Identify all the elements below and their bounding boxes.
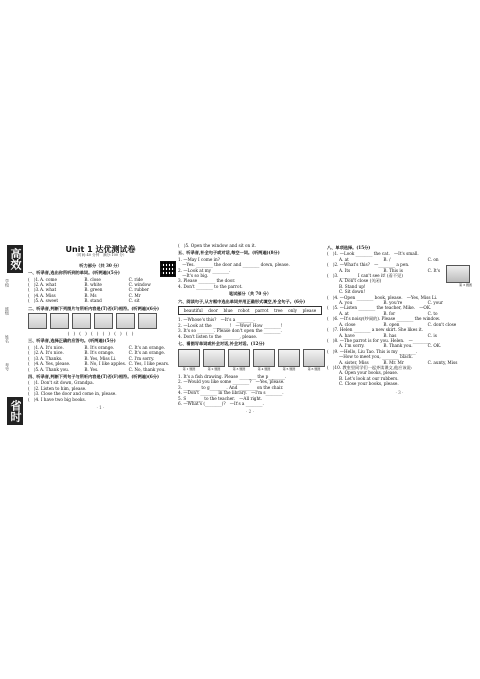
listening-picture [28, 313, 47, 329]
question-stem: ( )4. —Open ________ book, please. —Yes, Miss Li. [327, 294, 438, 300]
question-picture [253, 349, 275, 367]
picture-caption: 第 3 题图 [232, 366, 246, 371]
picture-caption: 第 2 题图 [207, 366, 221, 371]
option-row: A. you B. you're C. your [339, 300, 443, 306]
picture-caption: 第 3 题图 [459, 283, 472, 288]
section-1-head: 一、听录音,选出你所听到的单词。(听两遍)(5分) [28, 270, 120, 276]
listening-picture [138, 313, 157, 329]
question-picture [203, 349, 225, 367]
question-item: 1. It's a fish drawing. Please ________ the p________. [178, 373, 287, 379]
picture-row [28, 313, 173, 329]
listening-picture [116, 313, 135, 329]
option-line: A. Open your books, please. [339, 370, 399, 376]
listening-picture [50, 313, 69, 329]
option-row: A. sister, Miss B. Mr. Mr C. aunty, Miss [339, 359, 458, 365]
question-stem: ( )8. —The parrot is for you. Helen. —________ [327, 337, 430, 343]
question-row: ( )3. A. Thanks. B. Yes, Miss Li. C. I'm sorry. [28, 355, 155, 361]
question-item: 5. S________ to the teacher. —All right. [178, 395, 263, 401]
question-item: 6. —What's (________)? —It's a ________. [178, 400, 264, 406]
page-3 [327, 243, 472, 395]
side-label-school: 学校 [5, 279, 10, 287]
section-2-head: 二、听录音,判断下列图片与所听内容是(T)否(F)相符。(听两遍)(6分) [28, 305, 160, 311]
question-picture [303, 349, 325, 367]
side-label-number: 考号 [5, 363, 10, 371]
picture-caption: 第 1 题图 [182, 366, 196, 371]
question-picture [228, 349, 250, 367]
question-picture [446, 265, 470, 283]
question-row: ( )2. A. It's nice. B. It's orange. C. It's an orange. [28, 350, 166, 356]
picture-caption: 第 5 题图 [282, 366, 296, 371]
question-stem: ( )7. Helen ________ a new skirt. She likes it. [327, 327, 424, 333]
question-item: 3. It's so ________. Please don't open the ________. [178, 328, 282, 334]
word-option: robot [238, 308, 250, 314]
question-item: 4. —Don't ________ in the library. —I'm s________. [178, 390, 284, 396]
question-picture [278, 349, 300, 367]
page-2 [178, 243, 322, 415]
question-stem: ( )1. —Look ________ the cat. —It's small. [327, 251, 419, 257]
question-stem-extra: —How to meet you, ________ black. [339, 354, 413, 360]
picture-row [178, 349, 322, 372]
section-7-head: 七、看图写单词或补全对话,补全对话。(12分) [178, 341, 265, 347]
picture-caption: 第 6 题图 [307, 366, 321, 371]
word-option: tree [273, 308, 283, 314]
question-row: ( )1. A. come B. close C. ride [28, 276, 143, 282]
section-4-head: 四、听录音,判断下列句子与所听内容是(T)否(F)相符。(听两遍)(6分) [28, 373, 160, 379]
question-stem: ( )3. ________ I can't see it! (看不见) [327, 273, 403, 279]
page-title: Unit 1 达优测试卷 [65, 245, 136, 254]
side-banner [4, 245, 26, 431]
option-row: A. have B. has C. is [339, 332, 437, 338]
word-option: parrot [255, 308, 269, 314]
page-number: · 1 · [96, 404, 105, 410]
side-label-name: 姓名 [5, 335, 10, 343]
question-item: 3. Please ________ the door. [178, 278, 236, 284]
question-item: ( )5. Open the window and sit on it. [178, 243, 256, 248]
option-line: A. Don't close (关闭) [339, 278, 382, 284]
picture-caption: 第 4 题图 [257, 366, 271, 371]
question-row: ( )1. A. It's nice. B. It's orange. C. It's an orange. [28, 344, 166, 350]
part-listening: 听力部分（共 30 分） [79, 262, 122, 268]
section-3-head: 三、听录音,选择正确的应答句。(听两遍)(5分) [28, 338, 116, 344]
question-item: ( )1. Don't sit down, Grandpa. [28, 380, 94, 386]
question-item: 2. —Look at the ________! —Wow! How ________! [178, 322, 283, 328]
question-item: —Yes. ________ the door and ________ down, please. [178, 262, 290, 268]
word-option: only [288, 308, 298, 314]
side-label-class: 班级 [5, 307, 10, 315]
question-row: ( )3. A. what B. green C. rubber [28, 287, 149, 293]
question-item: 4. Don't listen to the ________, please. [178, 333, 258, 339]
section-5-head: 五、听录音,补全句子或对话,每空一词。(听两遍)(8分) [178, 250, 280, 256]
question-picture [178, 349, 200, 367]
question-item: 1. —Whose's this? —It's a ________. [178, 317, 255, 323]
option-row: A. Its B. This is C. It's [339, 267, 441, 273]
qr-code-icon [160, 261, 176, 277]
question-row: ( )2. A. what B. white C. window [28, 282, 151, 288]
question-stem: ( )10. 教室里同学们一起齐读课文,他应该说: [327, 364, 413, 370]
listening-picture [94, 313, 113, 329]
page-number: · 3 · [395, 389, 404, 395]
question-stem: ( )5. —Listen ________ the teacher, Mike. —OK. [327, 305, 432, 311]
question-item: ( )4. I have two big books. [28, 396, 87, 402]
option-row: A. close B. open C. don't close [339, 321, 457, 327]
word-option: beautiful [183, 308, 203, 314]
question-row: ( )5. A. sweet B. stand C. sit [28, 298, 140, 304]
word-option: door [208, 308, 218, 314]
listening-picture [72, 313, 91, 329]
part-writing: 笔试部分（共 70 分） [228, 291, 272, 297]
question-item: 3. ________ to g________. And ________ on the chair. [178, 384, 284, 390]
page-subtitle: （时间:40 分钟 满分:100 分） [74, 253, 127, 258]
option-line: B. Stand up! [339, 283, 366, 289]
side-top-char: 高效 [7, 245, 23, 273]
question-item: 1. —May I come in? [178, 256, 220, 262]
page-1 [28, 243, 173, 410]
section-8-head: 八、单项选择。(15分) [327, 245, 371, 250]
section-6-head: 六、阅读句子,从方框中选出单词并用正确形式填空,补全句子。(6分) [178, 298, 306, 304]
question-row: ( )4. A. Miss B. Ms C. Mr [28, 292, 141, 298]
page-number: · 2 · [246, 409, 254, 415]
question-item: ( )3. Close the door and come in, please. [28, 391, 117, 397]
question-item: ( )2. Listen to him, please. [28, 385, 87, 391]
word-option: blue [223, 308, 233, 314]
question-item: 2. —Would you like some ________? —Yes, please. [178, 379, 285, 385]
question-item: 4. Don't ________ to the parrot. [178, 283, 243, 289]
word-option: please [302, 308, 317, 314]
option-line: C. Close your books, please. [339, 381, 399, 387]
question-item: 2. —Look at my ________. [178, 267, 231, 273]
option-line: C. Sit down! [339, 289, 366, 295]
side-bottom-char: 省时 [7, 397, 23, 425]
question-row: ( )5. A. Thank you. B. Yes. C. No, thank you. [28, 366, 166, 372]
option-row: A. at B. for C. to [339, 310, 438, 316]
question-stem: ( )9. —Hello, Liu Tao. This is my ________. [327, 348, 418, 354]
question-stem: ( )2. —What's this? —________ a pen. [327, 262, 410, 268]
option-row: A. I'm sorry. B. Thank you. C. OK. [339, 343, 442, 349]
question-row: ( )4. A. Yes, please. B. No, I like apples. C. Yes, I like pears. [28, 361, 170, 367]
option-line: B. Let's look at our rubbers. [339, 375, 399, 381]
option-row: A. at B. / C. on [339, 256, 439, 262]
question-stem: ( )6. —It's noisy(吵闹的). Please ________ the window. [327, 316, 441, 322]
question-item: —It's so big. [178, 273, 209, 279]
word-box [178, 306, 322, 315]
answer-blanks[interactable]: ( ) ( ) ( ) ( ) ( ) ( ) [67, 331, 134, 337]
